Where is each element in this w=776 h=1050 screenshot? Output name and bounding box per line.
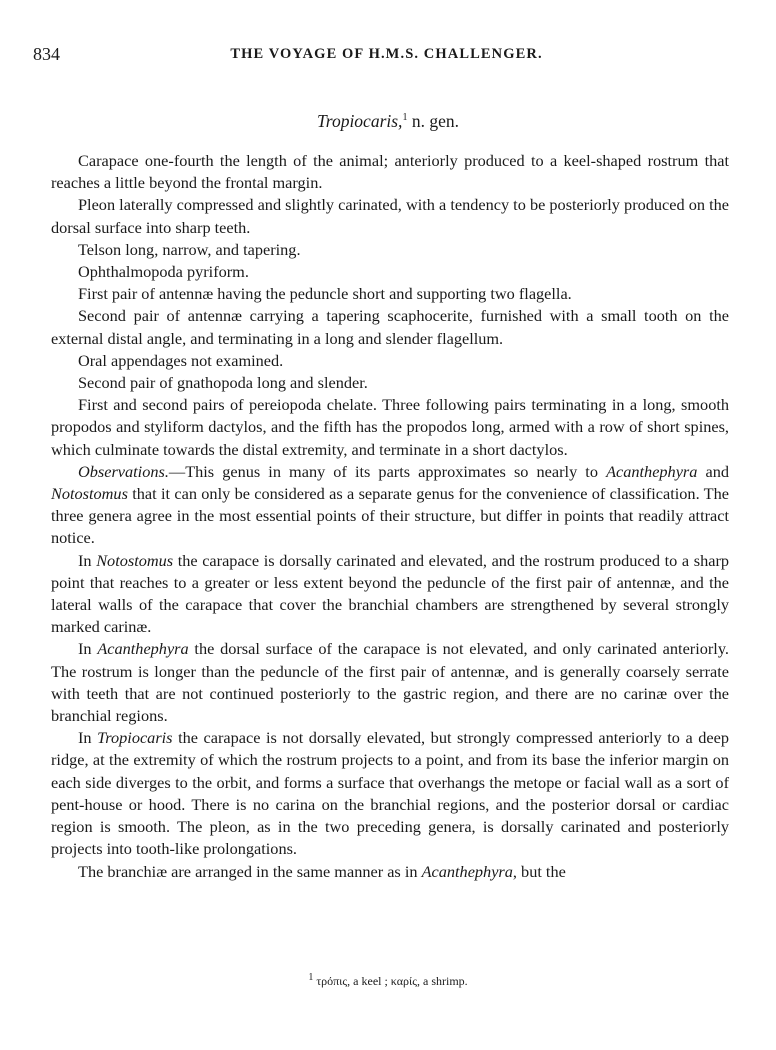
footnote — [0, 972, 776, 989]
paragraph-acanthephyra — [51, 638, 729, 727]
text-run: that it can only be considered as a separate genus for the convenience of classification. The three genera agree in the most essential points of their structure, but differ in points that readily attract notice. — [51, 484, 729, 548]
footnote-mark: 1 — [308, 972, 314, 983]
text-run: —This genus in many of its parts approximates so nearly to — [168, 461, 607, 481]
genus-ref: Tropiocaris — [97, 728, 173, 748]
title-suffix: n. gen. — [407, 111, 459, 131]
text-run: the carapace is not dorsally elevated, but strongly compressed anteriorly to a deep ridge, at the extremity of which the rostrum projects to a point, and from its base the inferior margin on each side diverges to the orbit, and forms a surface that overhangs the metope or facial wall as a sort of pent-house or hood. There is no carina on the branchial regions, and the posterior dorsal or cardiac region is smooth. The pleon, as in the two preceding genera, is dorsally carinated and posteriorly projects into tooth-like prolongations. — [51, 728, 729, 859]
observations-label: Observations. — [78, 461, 169, 481]
paragraph: Second pair of gnathopoda long and slender. — [78, 373, 368, 393]
genus-ref: Notostomus — [51, 484, 128, 504]
genus-ref: Acanthephyra — [97, 639, 189, 659]
paragraph: First pair of antennæ having the peduncle short and supporting two flagella. — [78, 284, 572, 304]
paragraph: Telson long, narrow, and tapering. — [78, 239, 301, 259]
text-run: In — [78, 550, 97, 570]
running-title: THE VOYAGE OF H.M.S. CHALLENGER. — [230, 46, 543, 62]
genus-ref: Notostomus — [96, 550, 174, 570]
genus-name: Tropiocaris, — [317, 111, 403, 131]
paragraph-tropiocaris — [51, 727, 729, 860]
paragraph: First and second pairs of pereiopoda chelate. Three following pairs terminating in a long, smooth propodos and styliform dactylos, and the fifth has the propodos long, armed with a row of short spines, which culminate towards the distal extremity, and terminate in a short dactylos. — [51, 395, 729, 459]
text-run: the dorsal surface of the carapace is not elevated, and only carinated anteriorly. The rostrum is longer than the peduncle of the first pair of antennæ, and is generally coarsely serrate with teeth that are not continued posteriorly to the gastric region, and there are no carinæ over the branchial regions. — [51, 639, 729, 726]
section-title — [0, 111, 776, 132]
paragraph-notostomus — [51, 550, 729, 639]
genus-ref: Acanthephyra — [606, 461, 698, 481]
genus-ref: Acanthephyra — [421, 861, 513, 881]
text-run: In — [78, 639, 98, 659]
paragraph-observations — [51, 461, 729, 550]
paragraph-branchiae — [51, 861, 729, 883]
paragraph: Pleon laterally compressed and slightly carinated, with a tendency to be posteriorly produced on the dorsal surface into sharp teeth. — [51, 195, 729, 237]
page-number: 834 — [33, 44, 60, 64]
footnote-text: τρόπις, a keel ; καρίς, a shrimp. — [313, 974, 468, 988]
text-run: In — [78, 728, 98, 748]
footnote-ref: 1 — [402, 112, 408, 124]
page-header — [33, 44, 740, 68]
paragraph: Carapace one-fourth the length of the animal; anteriorly produced to a keel-shaped rostrum that reaches a little beyond the frontal margin. — [51, 151, 729, 193]
paragraph: Ophthalmopoda pyriform. — [78, 262, 249, 282]
text-run: , but the — [512, 861, 566, 881]
paragraph: Second pair of antennæ carrying a tapering scaphocerite, furnished with a small tooth on the external distal angle, and terminating in a long and slender flagellum. — [51, 306, 729, 348]
text-run: The branchiæ are arranged in the same manner as in — [78, 861, 422, 881]
paragraph: Oral appendages not examined. — [78, 350, 284, 370]
text-run: and — [697, 461, 730, 481]
text-run: the carapace is dorsally carinated and elevated, and the rostrum produced to a sharp point that reaches to a greater or less extent beyond the peduncle of the first pair of antennæ, and the lateral walls of the carapace that cover the branchial chambers are strengthened by several strongly marked carinæ. — [51, 550, 730, 637]
body-text — [51, 150, 729, 883]
